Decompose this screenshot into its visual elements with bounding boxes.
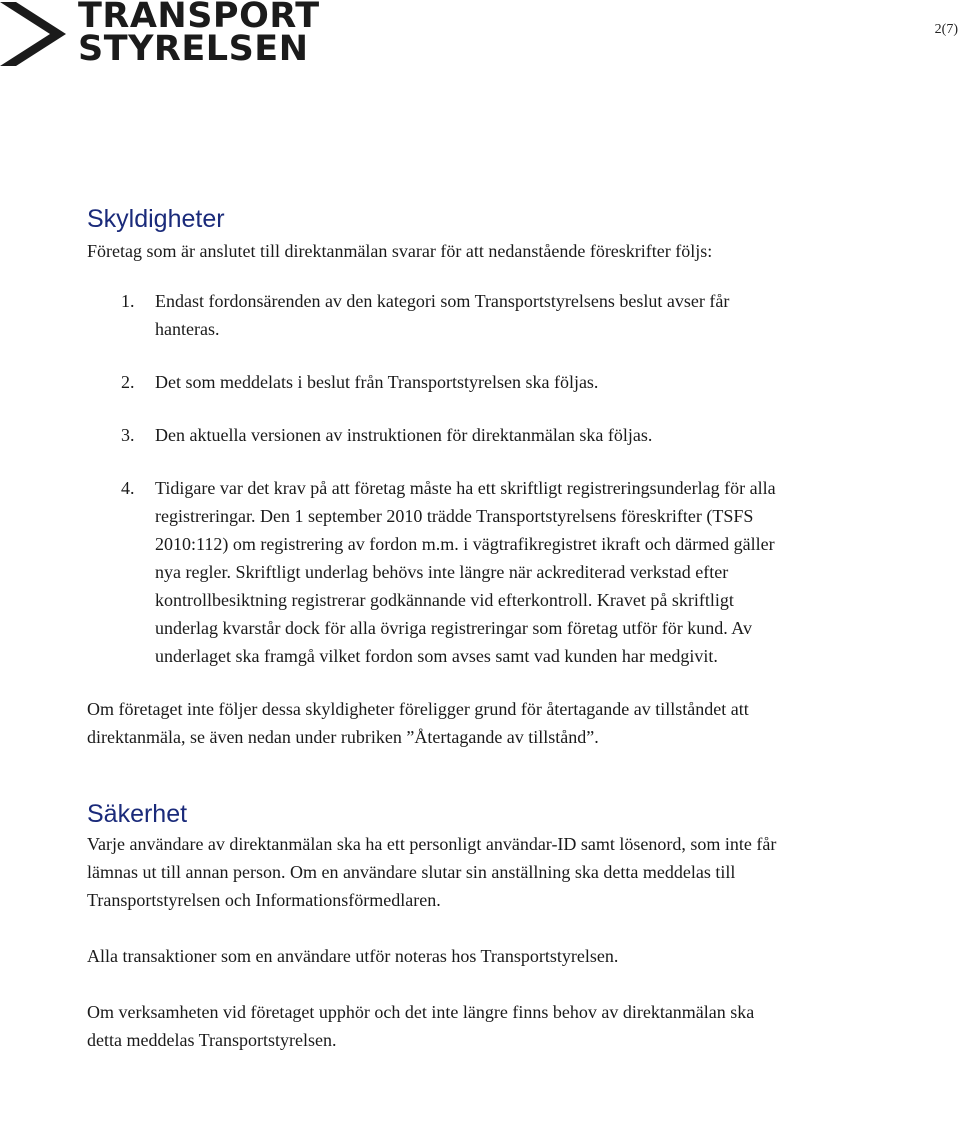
intro-paragraph: Företag som är anslutet till direktanmälan svarar för att nedanstående föreskrifter följs: [87,241,713,261]
security-paragraph-1: Varje användare av direktanmälan ska ha ett personligt användar-ID samt lösenord, som inte får lämnas ut till annan person. Om en användare slutar sin anställning ska detta meddelas till Transportstyrelsen och Informationsförmedlaren. [87,834,777,910]
logo-mark-icon [0,2,66,66]
list-item-number: 1. [121,291,135,311]
security-paragraph-2: Alla transaktioner som en användare utför noteras hos Transportstyrelsen. [87,946,619,966]
duties-list [87,287,907,670]
list-item [87,474,795,670]
list-item [87,287,795,343]
logo-line-1: TRANSPORT [78,0,320,36]
list-item-text: Det som meddelats i beslut från Transportstyrelsen ska följas. [155,372,599,392]
section-heading-skyldigheter: Skyldigheter [87,205,225,233]
list-item-text: Tidigare var det krav på att företag måste ha ett skriftligt registreringsunderlag för alla registreringar. Den 1 september 2010 trädde Transportstyrelsens föreskrifter (TSFS 2010:112) om registrering av fordon m.m. i vägtrafikregistret ikraft och därmed gäller nya regler. Skriftligt underlag behövs inte längre när ackrediterad verkstad efter kontrollbesiktning registrerar godkännande vid efterkontroll. Kravet på skriftligt underlag kvarstår dock för alla övriga registreringar som företag utför för kund. Av underlaget ska framgå vilket fordon som avses samt vad kunden har medgivit. [155,478,776,666]
list-item [87,368,795,396]
list-item-number: 3. [121,425,135,445]
page-number: 2(7) [934,22,958,37]
list-item-text: Endast fordonsärenden av den kategori som Transportstyrelsens beslut avser får hanteras. [155,291,730,339]
logo-line-2: STYRELSEN [78,29,309,69]
list-item-text: Den aktuella versionen av instruktionen för direktanmälan ska följas. [155,425,653,445]
list-item-number: 4. [121,478,135,498]
security-paragraph-3: Om verksamheten vid företaget upphör och det inte längre finns behov av direktanmälan ska detta meddelas Transportstyrelsen. [87,1002,755,1050]
transportstyrelsen-logo [0,0,320,70]
document-body [87,203,907,1054]
list-item [87,421,795,449]
list-item-number: 2. [121,372,135,392]
consequence-paragraph: Om företaget inte följer dessa skyldigheter föreligger grund för återtagande av tillståndet att direktanmäla, se även nedan under rubriken ”Återtagande av tillstånd”. [87,699,749,747]
section-heading-sakerhet: Säkerhet [87,800,188,828]
